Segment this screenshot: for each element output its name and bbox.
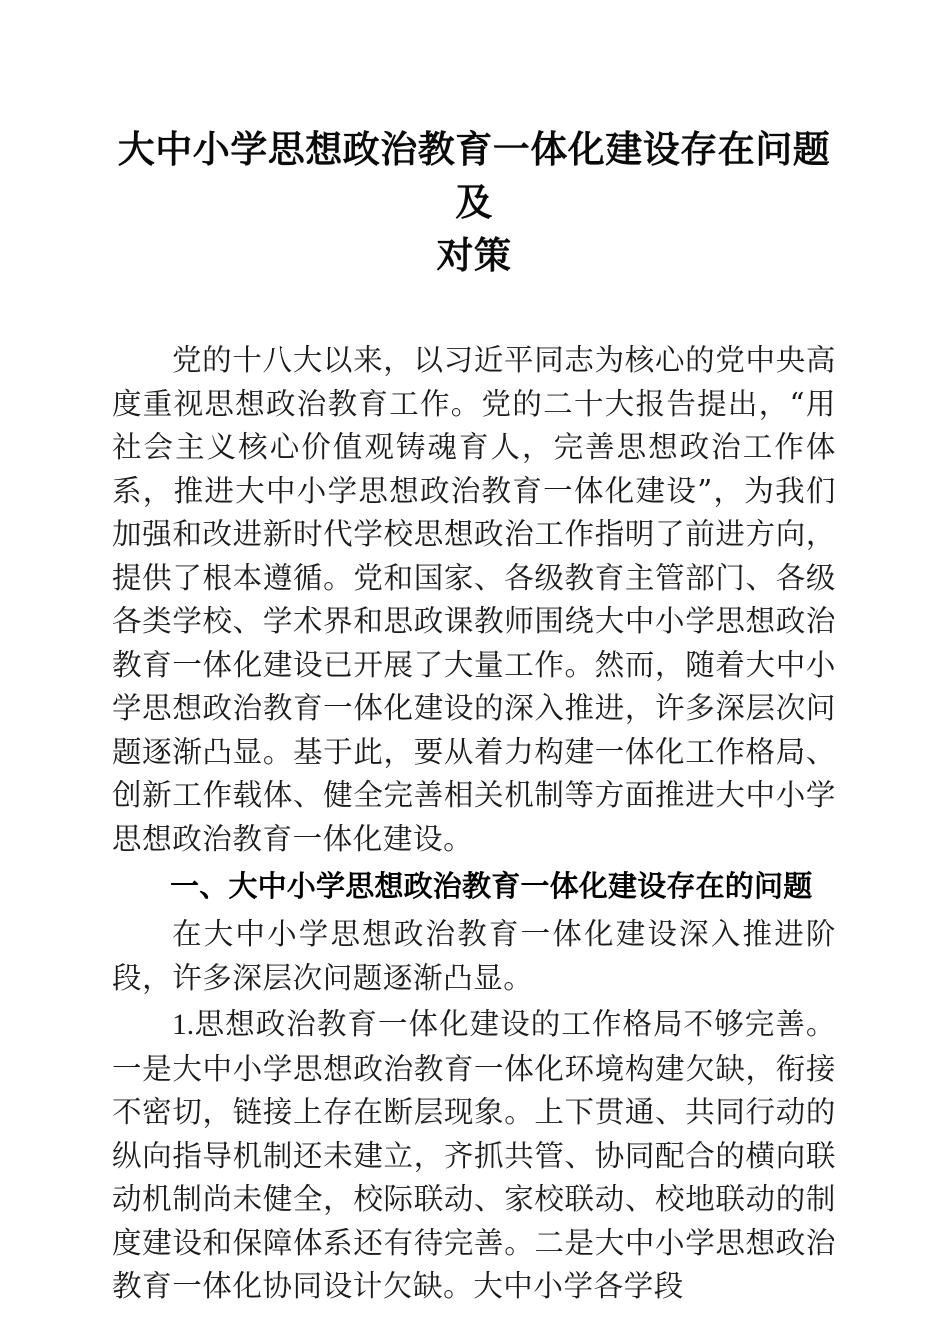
page-title [112, 0, 836, 282]
list-text-1: 思想政治教育一体化建设的工作格局不够完善。一是大中小学思想政治教育一体化环境构建欠缺，衔接不密切，链接上存在断层现象。上下贯通、共同行动的纵向指导机制还未建立，齐抓共管、协同配合的横向联动机制尚未健全，校际联动、家校联动、校地联动的制度建设和保障体系还有待完善。二是大中小学思想政治教育一体化协同设计欠缺。大中小学各学段 [112, 1007, 836, 1303]
paragraph-intro: 党的十八大以来，以习近平同志为核心的党中央高度重视思想政治教育工作。党的二十大报告提出，“用社会主义核心价值观铸魂育人，完善思想政治工作体系，推进大中小学思想政治教育一体化建设”，为我们加强和改进新时代学校思想政治工作指明了前进方向，提供了根本遵循。党和国家、各级教育主管部门、各级各类学校、学术界和思政课教师围绕大中小学思想政治教育一体化建设已开展了大量工作。然而，随着大中小学思想政治教育一体化建设的深入推进，许多深层次问题逐渐凸显。基于此，要从着力构建一体化工作格局、创新工作载体、健全完善相关机制等方面推进大中小学思想政治教育一体化建设。 [112, 343, 836, 856]
document-body [112, 0, 836, 1309]
list-number-1: 1. [172, 1009, 195, 1041]
section-heading-one: 一、大中小学思想政治教育一体化建设存在的问题 [170, 869, 813, 903]
title-line-2: 对策 [436, 233, 512, 277]
title-line-1: 大中小学思想政治教育一体化建设存在问题及 [117, 127, 831, 224]
paragraph-numbered-1 [112, 1003, 836, 1309]
paragraph-section-intro: 在大中小学思想政治教育一体化建设深入推进阶段，许多深层次问题逐渐凸显。 [112, 917, 836, 995]
